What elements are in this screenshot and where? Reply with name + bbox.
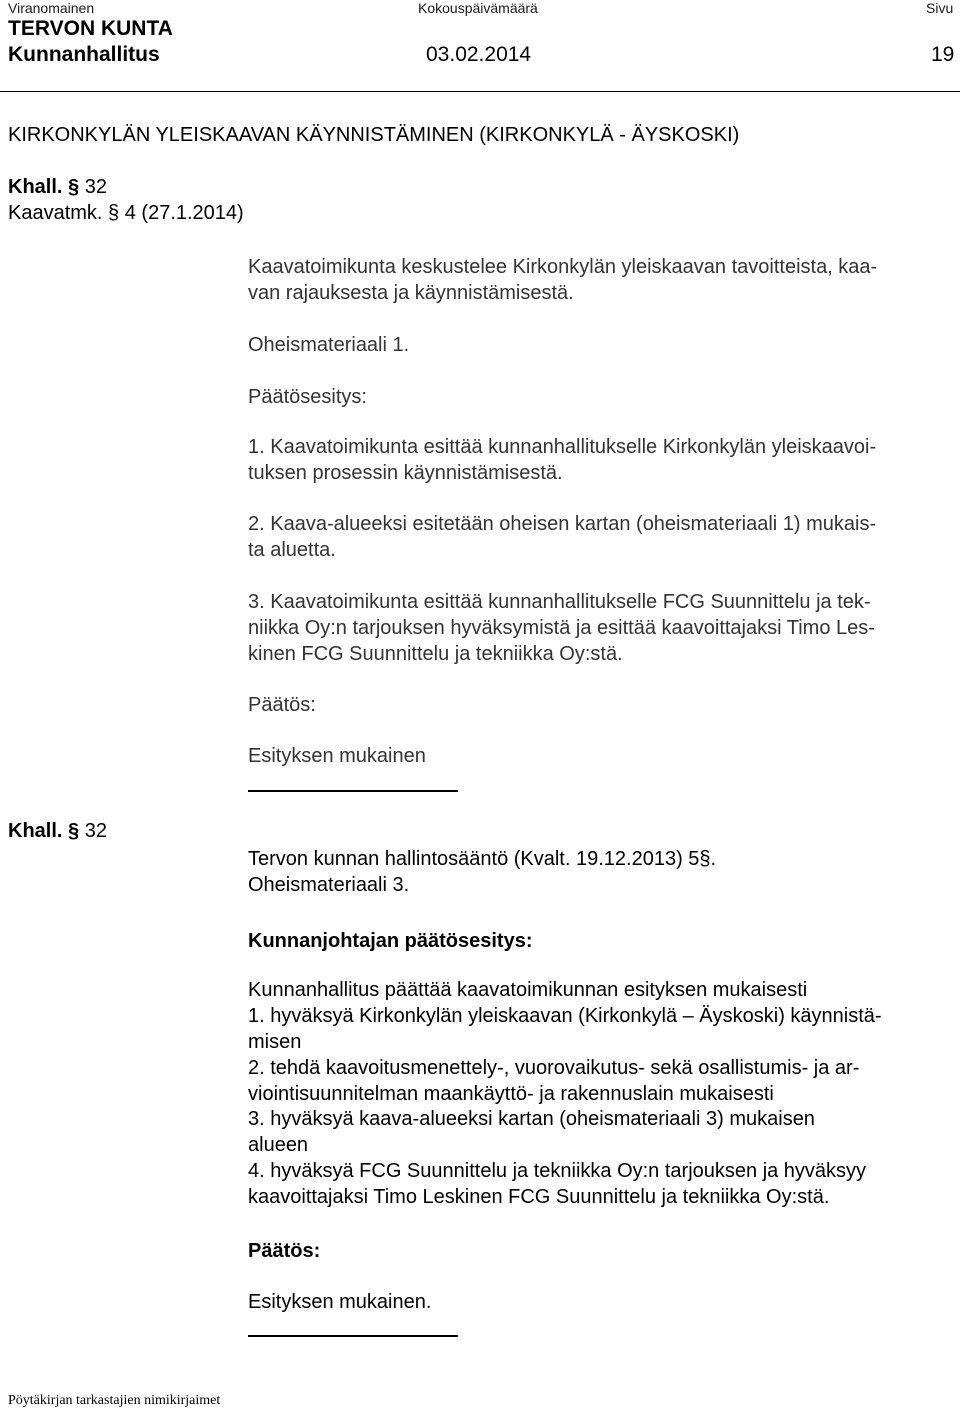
header-kokouspaivamaara-label: Kokouspäivämäärä [418,0,538,16]
khall-basis-end: . [710,848,717,870]
khall-proposal-line: 1. hyväksyä Kirkonkylän yleiskaavan (Kirkonkylä – Äyskoski) käynnistä- [248,1005,882,1027]
khall-decision: Esityksen mukainen. [248,1291,432,1313]
ref-kaavatmk-label: Kaavatmk. [8,202,103,224]
khall-proposal-line: alueen [248,1134,309,1156]
khall-decision-label: Päätös: [248,1240,321,1262]
khall-attachment: Oheismateriaali 3. [248,874,410,896]
kaavatmk-attachment: Oheismateriaali 1. [248,334,410,356]
khall-basis-text: Tervon kunnan hallintosääntö (Kvalt. 19.12.2013) 5 [248,848,700,870]
signature-line [248,790,458,792]
kaavatmk-item3-line: kinen FCG Suunnittelu ja tekniikka Oy:stä. [248,643,623,665]
kaavatmk-decision-label: Päätös: [248,694,316,716]
khall-proposal-line: Kunnanhallitus päättää kaavatoimikunnan esityksen mukaisesti [248,979,808,1001]
kaavatmk-item1-line: tuksen prosessin käynnistämisestä. [248,462,563,484]
khall-proposal-line: misen [248,1031,302,1053]
header-viranomainen-label: Viranomainen [8,0,95,16]
header-date: 03.02.2014 [426,43,532,66]
section-sign: § [699,848,711,870]
header-body: Kunnanhallitus [8,43,160,66]
header-rule [0,91,960,92]
footer-initials-label: Pöytäkirjan tarkastajien nimikirjaimet [8,1393,221,1408]
kaavatmk-intro-line: van rajauksesta ja käynnistämisestä. [248,282,574,304]
khall-label: Khall. [8,820,63,842]
khall-proposal-line: 3. hyväksyä kaava-alueeksi kartan (oheismateriaali 3) mukaisen [248,1108,815,1130]
kaavatmk-item2-line: ta aluetta. [248,539,336,561]
ref-khall-number: 32 [84,176,107,198]
header-municipality: TERVON KUNTA [8,17,173,40]
header-page-number: 19 [931,43,955,66]
ref-khall-label: Khall. [8,176,63,198]
khall-basis [248,846,716,872]
kaavatmk-item1-line: 1. Kaavatoimikunta esittää kunnanhallitukselle Kirkonkylän yleiskaavoi- [248,436,877,458]
kaavatmk-item3-line: niikka Oy:n tarjouksen hyväksymistä ja esittää kaavoittajaksi Timo Les- [248,617,875,639]
khall-proposal-line: 2. tehdä kaavoitusmenettely-, vuorovaikutus- sekä osallistumis- ja ar- [248,1057,860,1079]
khall-proposal-line: kaavoittajaksi Timo Leskinen FCG Suunnittelu ja tekniikka Oy:stä. [248,1186,830,1208]
kaavatmk-proposal-label: Päätösesitys: [248,386,367,408]
signature-line [248,1335,458,1337]
kaavatmk-item3-line: 3. Kaavatoimikunta esittää kunnanhallitukselle FCG Suunnittelu ja tek- [248,591,871,613]
section-sign: § [68,820,80,842]
ref-kaavatmk [8,202,244,225]
section-sign: § [68,176,80,198]
kaavatmk-item2-line: 2. Kaava-alueeksi esitetään oheisen kartan (oheismateriaali 1) mukais- [248,513,877,535]
kaavatmk-decision: Esityksen mukainen [248,745,426,767]
khall-ref [8,820,107,843]
section-sign: § [108,202,120,224]
khall-number: 32 [84,820,107,842]
header-sivu-label: Sivu [926,0,954,16]
ref-kaavatmk-number: 4 (27.1.2014) [124,202,244,224]
khall-proposal-label: Kunnanjohtajan päätösesitys: [248,930,533,952]
section-title: KIRKONKYLÄN YLEISKAAVAN KÄYNNISTÄMINEN (KIRKONKYLÄ - ÄYSKOSKI) [8,124,740,146]
ref-khall [8,176,107,199]
khall-proposal-line: viointisuunnitelman maankäyttö- ja rakennuslain mukaisesti [248,1083,774,1105]
khall-proposal-line: 4. hyväksyä FCG Suunnittelu ja tekniikka Oy:n tarjouksen ja hyväksyy [248,1160,867,1182]
kaavatmk-intro-line: Kaavatoimikunta keskustelee Kirkonkylän yleiskaavan tavoitteista, kaa- [248,256,878,278]
